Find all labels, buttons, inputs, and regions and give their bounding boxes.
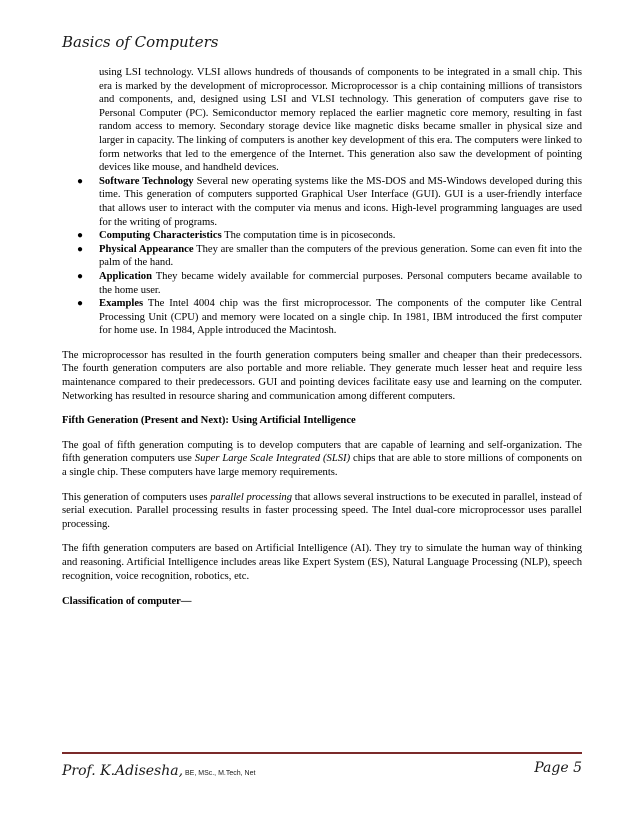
ai-paragraph: The fifth generation computers are based on Artificial Intelligence (AI). They try to simulate the human way of thinking and reasoning. Artificial Intelligence includes areas like Expert System (ES), Natural Language Processing (NLP), speech recognition, voice recognition, robotics, etc. (62, 543, 582, 582)
list-item-text: The computation time is in picoseconds. (221, 230, 396, 242)
footer-qualifications: BE, MSc., M.Tech, Net (183, 770, 256, 777)
continued-paragraph: using LSI technology. VLSI allows hundreds of thousands of components to be integrated in a small chip. This era is marked by the development of microprocessor. Microprocessor is a chip containing millions of transistors and components, and, designed using LSI and VLSI technology. This generation of computers gave rise to Personal Computer (PC). Semiconductor memory replaced the earlier magnetic core memory, resulting in fast random access to memory. Secondary storage device like magnetic disks became smaller in physical size and larger in capacity. The linking of computers is another key development of this era. The computers were linked to form networks that led to the emergence of the Internet. This generation also saw the development of pointing devices like mouse, and handheld devices. (99, 67, 582, 174)
list-item-term: Examples (99, 298, 144, 310)
footer-divider (62, 752, 582, 754)
list-item-text: The Intel 4004 chip was the first microprocessor. The components of the computer like Central Processing Unit (CPU) and memory were located on a single chip. In 1981, IBM introduced the first computer for home use. In 1984, Apple introduced the Macintosh. (99, 298, 582, 337)
classification-heading: Classification of computer— (62, 596, 192, 608)
bullet-icon: ● (77, 230, 84, 242)
list-item (77, 297, 582, 338)
goal-paragraph (62, 439, 582, 480)
list-item-term: Physical Appearance (99, 243, 194, 255)
fourth-generation-paragraph: The microprocessor has resulted in the fourth generation computers being smaller and cheaper than their predecessors. The fourth generation computers are also portable and more reliable. They generate much lesser heat and require less maintenance compared to their predecessors. GUI and pointing devices facilitate easy use and learning on the computer. Networking has resulted in resource sharing and communication among different computers. (62, 349, 582, 402)
goal-text-2: chips that are able to store millions of components on a single chip. These computers have large memory requirements. (62, 453, 583, 479)
list-item-term: Computing Characteristics (99, 230, 222, 242)
page-footer (62, 760, 582, 779)
list-item (77, 243, 582, 270)
list-item (77, 229, 582, 243)
parallel-paragraph (62, 491, 582, 532)
goal-text-1: The goal of fifth generation computing is to develop computers that are capable of learning and self-organization. The fifth generation computers use (62, 439, 582, 465)
list-item-term: Software Technology (99, 175, 194, 187)
page-number: Page 5 (534, 760, 582, 776)
parallel-emphasis: parallel processing (210, 491, 292, 503)
characteristics-list (62, 175, 582, 338)
list-item (77, 175, 582, 229)
list-item-term: Application (99, 270, 152, 282)
bullet-icon: ● (77, 175, 84, 187)
goal-emphasis: Super Large Scale Integrated (SLSI) (194, 453, 351, 465)
parallel-text-2: that allows several instructions to be executed in parallel, instead of serial execution. Parallel processing results in faster processing speed. The Intel dual-core microprocessor uses parallel processing. (62, 491, 583, 530)
list-item (77, 270, 582, 297)
list-item-text: They became widely available for commercial purposes. Personal computers became available to the home user. (99, 270, 582, 296)
parallel-text-1: This generation of computers uses (62, 491, 211, 503)
list-item-text: They are smaller than the computers of the previous generation. Some can even fit into the palm of the hand. (99, 243, 582, 269)
running-header: Basics of Computers (62, 33, 219, 51)
footer-author: Prof. K.Adisesha, (62, 763, 184, 779)
list-item-text: Several new operating systems like the MS-DOS and MS-Windows developed during this time. This generation of computers supported Graphical User Interface (GUI). GUI is a user-friendly interface that allows user to interact with the computer via menus and icons. High-level programming languages are used for the writing of programs. (99, 175, 582, 228)
fifth-generation-heading: Fifth Generation (Present and Next): Using Artificial Intelligence (62, 415, 356, 427)
bullet-icon: ● (77, 270, 84, 282)
bullet-icon: ● (77, 298, 84, 310)
bullet-icon: ● (77, 243, 84, 255)
page-body (62, 66, 582, 609)
